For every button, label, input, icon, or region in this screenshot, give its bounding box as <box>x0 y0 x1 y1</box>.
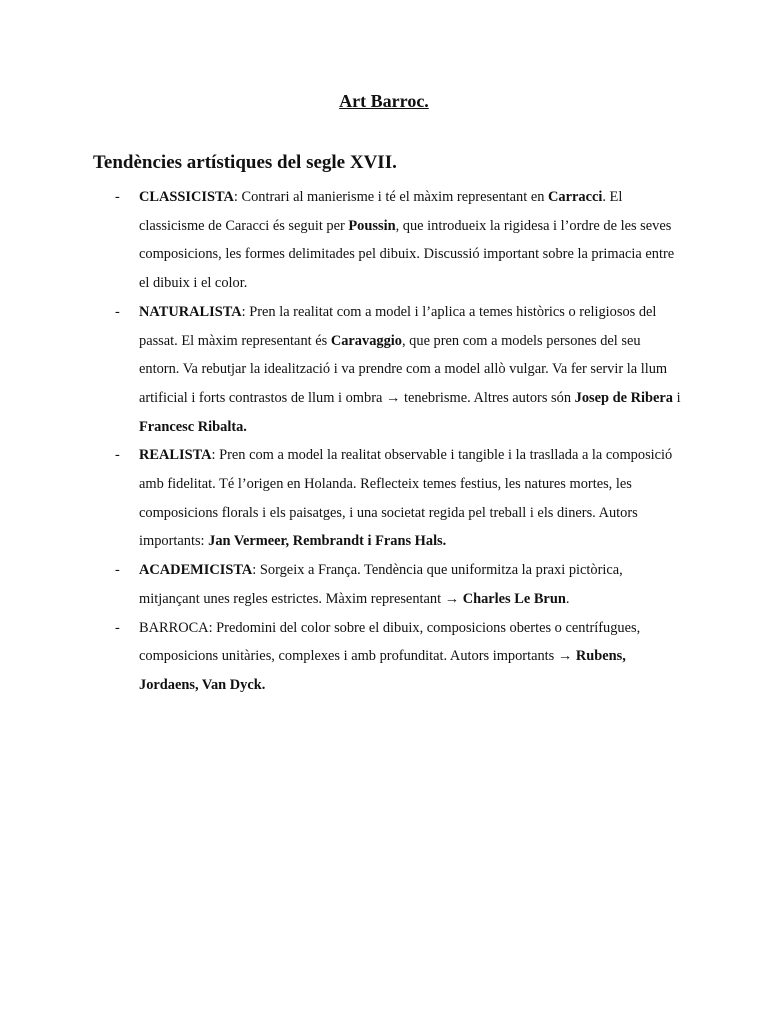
bold-text: CLASSICISTA <box>139 189 234 205</box>
body-text: i <box>672 389 681 406</box>
bold-text: REALISTA <box>139 447 212 464</box>
list-item-naturalista <box>0 298 768 442</box>
bold-text: ACADEMICISTA <box>139 562 253 579</box>
body-text: . El classicisme de Caracci és seguit per <box>139 189 623 234</box>
tendencies-list <box>0 183 768 700</box>
bold-text: Carracci <box>548 189 603 205</box>
list-item-realista <box>0 441 768 556</box>
list-item-barroca <box>0 614 768 700</box>
body-text: : Contrari al manierisme i té el màxim representant en <box>233 189 549 205</box>
body-text: : Pren com a model la realitat observable i tangible i la trasllada a la composició amb fidelitat. Té l’origen en Holanda. Reflecteix temes festius, les natures mortes, les composicions florals i els paisatges, i una societat regida pel treball i els diners. Autors importants: <box>139 447 673 550</box>
bold-text: Poussin <box>348 217 396 234</box>
section-heading: Tendències artístiques del segle XVII. <box>93 152 397 173</box>
bold-text: NATURALISTA <box>139 303 242 320</box>
bold-text: Caravaggio <box>330 332 402 349</box>
bold-text: → Rubens, Jordaens, Van Dyck. <box>139 648 626 693</box>
body-text: . <box>565 590 570 607</box>
body-text: , que introdueix la rigidesa i l’ordre de les seves composicions, les formes delimitades pel dibuix. Discussió important sobre la primacia entre el dibuix i el color. <box>139 217 675 292</box>
bold-text: Josep de Ribera <box>574 389 673 406</box>
body-text: BARROCA: Predomini del color sobre el dibuix, composicions obertes o centrífugues, composicions unitàries, complexes i amb profunditat. Autors importants <box>139 619 641 665</box>
body-text: : Sorgeix a França. Tendència que uniformitza la praxi pictòrica, mitjançant unes regles estrictes. Màxim representant → <box>139 562 623 607</box>
body-text: , que pren com a models persones del seu entorn. Va rebutjar la idealització i va prendre com a model allò vulgar. Va fer servir la llum artificial i forts contrastos de llum i ombra → tenebrisme. Altres autors són <box>139 332 668 406</box>
body-text: : Pren la realitat com a model i l’aplica a temes històrics o religiosos del passat. El màxim representant és <box>139 303 657 349</box>
bullet-dash: - <box>115 447 120 464</box>
list-item-classicista <box>0 183 768 298</box>
bold-text: Charles Le Brun <box>462 590 566 607</box>
list-item-academicista <box>0 556 768 613</box>
bullet-dash: - <box>115 189 120 205</box>
bullet-dash: - <box>115 619 120 636</box>
bold-text: Jan Vermeer, Rembrandt i Frans Hals. <box>208 533 447 550</box>
bold-text: Francesc Ribalta. <box>139 418 247 435</box>
bullet-dash: - <box>115 562 120 579</box>
document-title: Art Barroc. <box>339 91 429 111</box>
bullet-dash: - <box>115 303 120 320</box>
